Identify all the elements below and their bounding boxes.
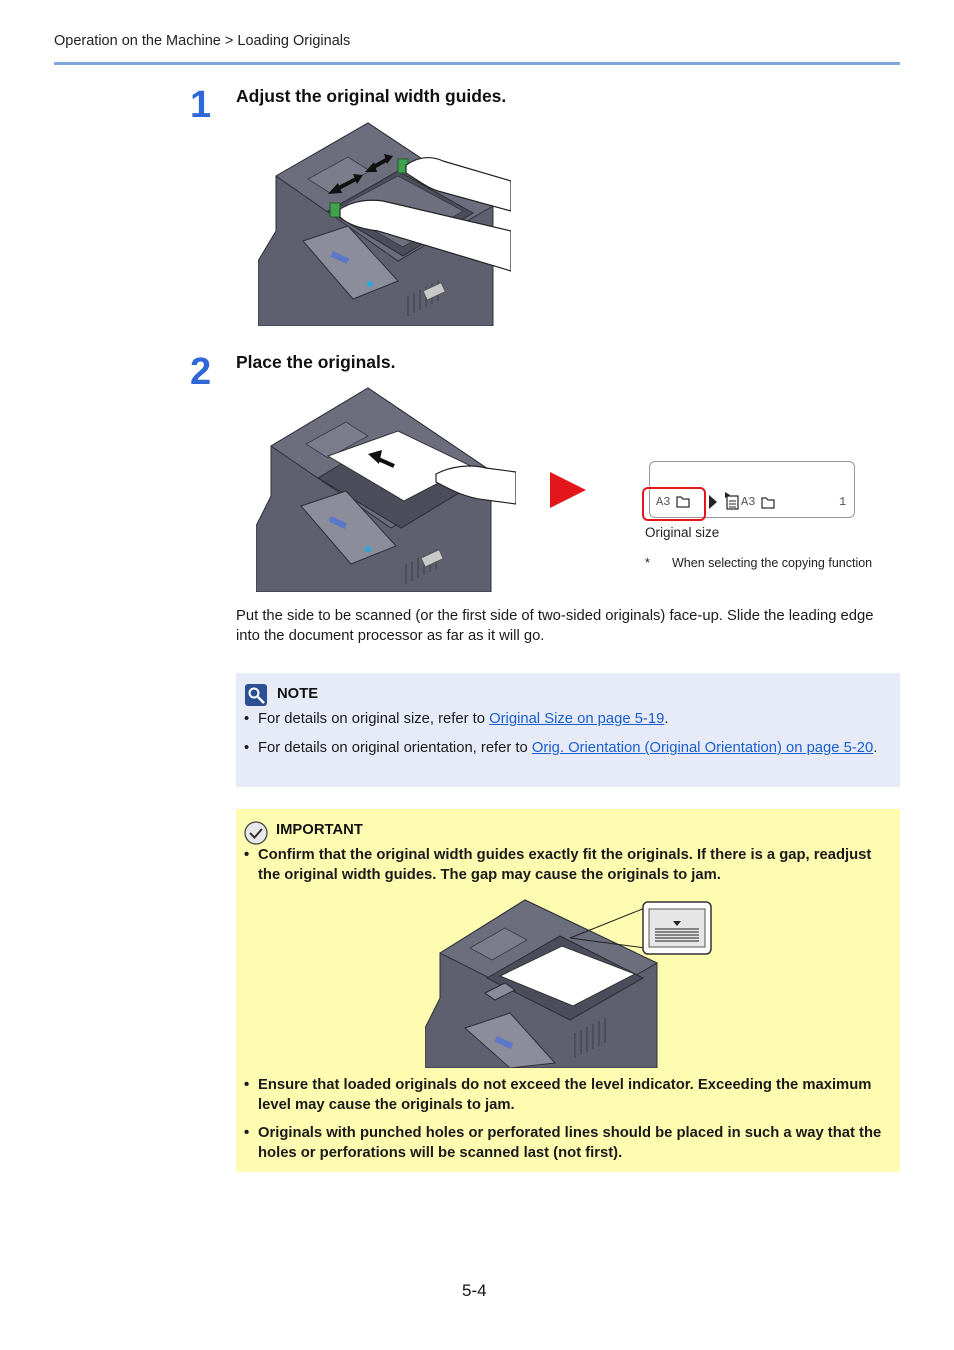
- original-size-highlight: [642, 487, 706, 521]
- width-guides-illustration: [258, 121, 511, 326]
- note-heading: NOTE: [277, 686, 319, 702]
- important-check-icon: [244, 821, 268, 845]
- pointer-arrow-icon: [550, 472, 586, 508]
- step-title-1: Adjust the original width guides.: [236, 86, 507, 106]
- step-title-2: Place the originals.: [236, 352, 396, 372]
- note-bullet-1: •: [244, 711, 250, 727]
- step-number-1: 1: [190, 84, 212, 126]
- note-bullet-2: •: [244, 740, 250, 756]
- paper-tray-icon: [724, 492, 740, 510]
- original-size-value-left: A3: [656, 495, 671, 509]
- footnote-mark: *: [645, 556, 650, 570]
- important-bullet-1: •: [244, 847, 250, 863]
- copies-count: 1: [839, 495, 847, 509]
- important-heading: IMPORTANT: [276, 822, 363, 838]
- note-magnifier-icon: [245, 684, 267, 706]
- level-indicator-illustration: [425, 898, 715, 1068]
- note-item-1: [258, 710, 894, 730]
- note-item-1-suffix: .: [664, 711, 669, 727]
- important-bullet-3: •: [244, 1125, 250, 1141]
- page-number: 5-4: [462, 1281, 487, 1300]
- note-item-2-suffix: .: [873, 740, 878, 756]
- paper-orientation-icon: [760, 496, 776, 510]
- original-orientation-link[interactable]: Orig. Orientation (Original Orientation) on page 5-20: [531, 740, 874, 756]
- original-size-link[interactable]: Original Size on page 5-19: [489, 711, 665, 727]
- important-item-1: Confirm that the original width guides exactly fit the originals. If there is a gap, readjust the original width guides. The gap may cause the originals to jam.: [258, 847, 872, 883]
- header-divider: [54, 62, 900, 65]
- note-item-1-text: For details on original size, refer to: [258, 711, 490, 727]
- footnote-text: When selecting the copying function: [672, 556, 873, 570]
- page-orientation-icon: [675, 495, 691, 509]
- arrow-right-icon: [708, 494, 718, 510]
- place-originals-illustration: [256, 386, 516, 592]
- note-box: [236, 673, 900, 787]
- paper-size-value-right: A3: [741, 495, 756, 509]
- breadcrumb: Operation on the Machine > Loading Originals: [54, 33, 351, 49]
- note-item-2-text: For details on original orientation, refer to: [258, 740, 532, 756]
- original-size-caption: Original size: [645, 525, 720, 540]
- important-item-3: Originals with punched holes or perforated lines should be placed in such a way that the holes or perforations will be scanned last (not first).: [258, 1125, 882, 1161]
- important-bullet-2: •: [244, 1077, 250, 1093]
- instruction-paragraph: Put the side to be scanned (or the first side of two-sided originals) face-up. Slide the leading edge into the document processor as far as it will go.: [236, 608, 874, 644]
- step-number-2: 2: [190, 351, 212, 393]
- important-item-2: Ensure that loaded originals do not exceed the level indicator. Exceeding the maximum level may cause the originals to jam.: [258, 1077, 872, 1113]
- note-item-2: [258, 739, 894, 759]
